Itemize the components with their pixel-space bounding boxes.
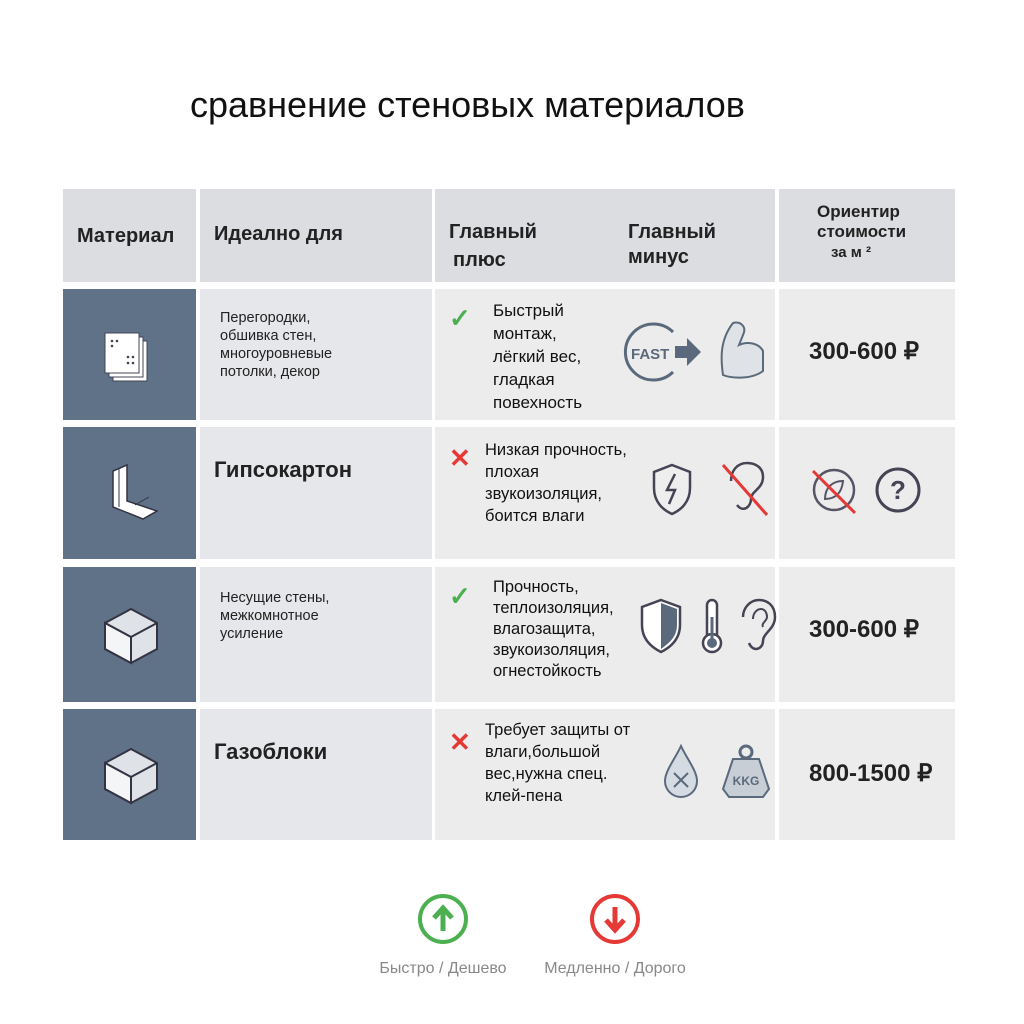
plus-cell — [435, 289, 775, 420]
header-label: Ориентир — [817, 202, 900, 221]
page-title: сравнение стеновых материалов — [190, 84, 745, 125]
legend-bad-label: Медленно / Дорого — [544, 960, 686, 977]
check-icon: ✓ — [449, 581, 471, 611]
header-label: Главный — [449, 221, 537, 243]
shield-icon — [637, 597, 685, 655]
check-icon: ✓ — [449, 303, 471, 333]
weight-icon — [721, 743, 771, 799]
drywall-frame-icon — [103, 461, 159, 521]
material-icon-cell — [63, 427, 196, 559]
plus-text: Быстрый монтаж, лёгкий вес, гладкая повехность — [493, 301, 583, 412]
ideal-text: Несущие стены, межкомнотное усиление — [220, 590, 330, 642]
material-name-cell — [200, 427, 432, 559]
header-label: за м ² — [831, 244, 872, 261]
header-material — [63, 189, 196, 282]
thermometer-icon — [697, 597, 727, 655]
header-label: стоимости — [817, 222, 907, 241]
header-label: Главный — [628, 221, 716, 243]
price-text: 800-1500 ₽ — [809, 760, 933, 787]
price-cell — [779, 427, 955, 559]
header-ideal — [200, 189, 432, 282]
block-icon — [101, 605, 161, 665]
material-name: Газоблоки — [214, 739, 328, 764]
legend-good-label: Быстро / Дешево — [379, 960, 507, 977]
material-icon-cell — [63, 289, 196, 420]
ear-icon — [739, 597, 779, 655]
question-icon — [873, 465, 923, 515]
arrow-up-circle-icon — [417, 893, 469, 945]
price-cell — [779, 567, 955, 702]
fast-label: FAST — [631, 346, 670, 363]
header-label: Идеално для — [214, 223, 343, 245]
header-label: минус — [628, 246, 689, 268]
ideal-cell — [200, 567, 432, 702]
material-icon-cell — [63, 567, 196, 702]
water-drop-crossed-icon — [661, 743, 701, 799]
price-text: 300-600 ₽ — [809, 616, 920, 643]
header-label: Материал — [77, 225, 175, 247]
no-hearing-icon — [721, 461, 771, 519]
minus-cell — [435, 709, 775, 840]
header-cost — [779, 189, 955, 282]
header-label: плюс — [453, 249, 506, 271]
price-cell — [779, 289, 955, 420]
header-plus-minus — [435, 189, 775, 282]
minus-cell — [435, 427, 775, 559]
fast-icon — [623, 322, 703, 382]
legend-good — [365, 893, 521, 978]
ideal-cell — [200, 289, 432, 420]
ideal-text: Перегородки, обшивка стен, многоуровневые потолки, декор — [220, 310, 333, 380]
material-name-cell — [200, 709, 432, 840]
arrow-down-circle-icon — [589, 893, 641, 945]
drywall-sheets-icon — [103, 329, 153, 385]
plus-text: Прочность, теплоизоляция, влагозащита, звукоизоляция, огнестойкость — [493, 578, 614, 680]
material-name: Гипсокартон — [214, 457, 353, 482]
material-icon-cell — [63, 709, 196, 840]
strength-arm-icon — [719, 321, 769, 383]
block-icon — [101, 745, 161, 805]
no-eco-icon — [809, 465, 859, 515]
minus-text: Требует защиты от влаги,большой вес,нужна спец. клей-пена — [485, 721, 631, 805]
price-cell — [779, 709, 955, 840]
weight-label: KKG — [732, 774, 760, 788]
price-text: 300-600 ₽ — [809, 338, 920, 365]
minus-text: Низкая прочность, плохая звукоизоляция, боится влаги — [485, 441, 627, 525]
cross-icon: ✕ — [449, 443, 471, 473]
legend-bad — [530, 893, 700, 978]
cross-icon: ✕ — [449, 727, 471, 757]
svg-text:?: ? — [890, 475, 906, 505]
plus-cell — [435, 567, 775, 702]
broken-shield-icon — [649, 462, 695, 518]
